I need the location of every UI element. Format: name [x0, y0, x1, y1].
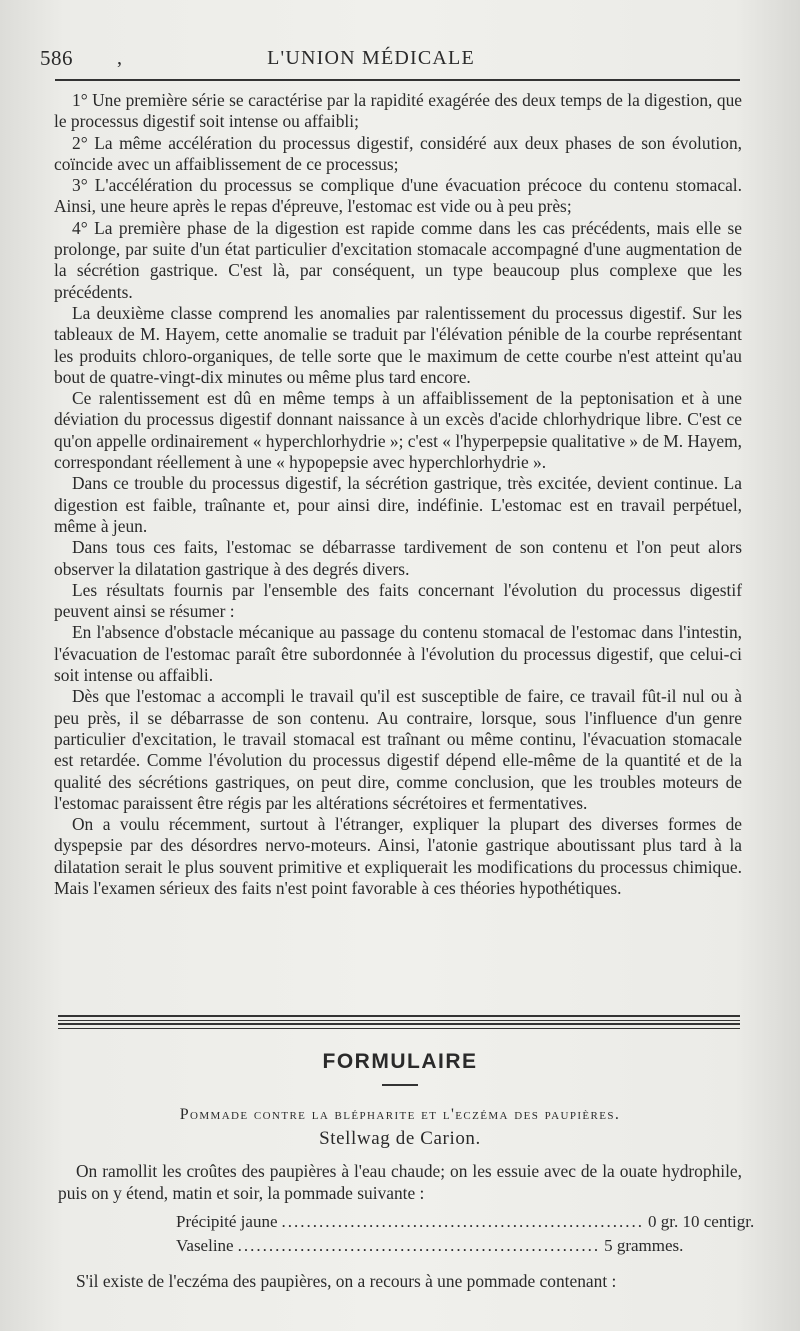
- ingredient-row: [176, 1236, 696, 1260]
- paragraph: 2° La même accélération du processus digestif, considéré aux deux phases de son évolution, coïncide avec un affaiblissement de ce processus;: [54, 132, 742, 174]
- paragraph: Dès que l'estomac a accompli le travail qu'il est susceptible de faire, ce travail fût-il nul ou à peu près, il se débarrasse de son contenu. Au contraire, lorsque, sous l'influence d'un genre particulier d'excitation, le travail stomacal est traînant ou même continu, l'évacuation stomacale est retardée. Comme l'évolution du processus digestif dépend elle-même de la quantité et de la qualité des sécrétions gastriques, on peut dire, comme conclusion, que les troubles moteurs de l'estomac paraissent être régis par les altérations sécrétoires et fermentatives.: [54, 686, 742, 813]
- recipe-title: Pommade contre la blépharite et l'eczéma des paupières.: [179, 1106, 621, 1123]
- paragraph: S'il existe de l'eczéma des paupières, on a recours à une pommade contenant :: [76, 1271, 617, 1291]
- page-number: 586: [40, 45, 73, 70]
- paragraph: En l'absence d'obstacle mécanique au passage du contenu stomacal de l'estomac dans l'intestin, l'évacuation de l'estomac paraît être subordonnée à l'évolution du processus digestif, que celui-ci soit intense ou affaibli.: [54, 622, 742, 686]
- paragraph: La deuxième classe comprend les anomalies par ralentissement du processus digestif. Sur les tableaux de M. Hayem, cette anomalie se traduit par l'élévation pénible de la courbe représentant les produits chloro-organiques, de telle sorte que le maximum de cette courbe n'est atteint qu'au bout de quatre-vingt-dix minutes ou même plus tard encore.: [54, 302, 742, 387]
- leader-dots: ..........................................................: [237, 1236, 601, 1255]
- article-body: [54, 90, 742, 899]
- paragraph: On a voulu récemment, surtout à l'étranger, expliquer la plupart des diverses formes de dyspepsie par des désordres nervo-moteurs. Ainsi, l'atonie gastrique aboutissant plus tard à la dilatation serait le plus souvent primitive et expliquerait les modifications du processus chimique. Mais l'examen sérieux des faits n'est point favorable à ces théories hypothétiques.: [54, 814, 742, 898]
- ingredient-list: [176, 1212, 755, 1260]
- paragraph: Dans ce trouble du processus digestif, la sécrétion gastrique, très excitée, devient continue. La digestion est faible, traînante et, pour ainsi dire, indéfinie. L'estomac est en travail perpétuel, même à jeun.: [54, 473, 742, 536]
- ingredient-quantity: 0 gr. 10 centigr.: [648, 1212, 755, 1231]
- paragraph: Ce ralentissement est dû en même temps à un affaiblissement de la peptonisation et à une déviation du processus digestif donnant naissance à un excès d'acide chlorhydrique libre. C'est ce qu'on appelle ordinairement « hyperchlorhydrie »; c'est « l'hyperpepsie qualitative » de M. Hayem, correspondant réellement à une « hypopepsie avec hyperchlorhydrie ».: [54, 388, 742, 473]
- page-header: [40, 40, 740, 76]
- header-rule: [55, 79, 740, 81]
- running-head: L'UNION MÉDICALE: [267, 46, 475, 69]
- header-mark: ,: [117, 46, 122, 69]
- ingredient-quantity: 5 grammes.: [604, 1236, 684, 1255]
- ingredient-row: [176, 1212, 755, 1236]
- section-divider: [58, 1023, 740, 1029]
- ingredient-name: Précipité jaune: [176, 1212, 278, 1231]
- section-divider: [58, 1015, 740, 1021]
- heading-rule: [382, 1084, 418, 1086]
- paragraph: 4° La première phase de la digestion est rapide comme dans les cas précédents, mais elle se prolonge, par suite d'un état particulier d'excitation stomacale accompagné d'une augmentation de la sécrétion gastrique. C'est là, par conséquent, un type beaucoup plus complexe que les précédents.: [54, 217, 742, 302]
- leader-dots: ..........................................................: [281, 1212, 644, 1231]
- paragraph: On ramollit les croûtes des paupières à l'eau chaude; on les essuie avec de la ouate hydrophile, puis on y étend, matin et soir, la pommade suivante :: [58, 1161, 742, 1203]
- ingredient-name: Vaseline: [176, 1236, 234, 1255]
- recipe-closing: [58, 1270, 742, 1292]
- section-heading: FORMULAIRE: [322, 1050, 478, 1073]
- recipe-intro: [58, 1160, 742, 1204]
- paragraph: 1° Une première série se caractérise par la rapidité exagérée des deux temps de la digestion, que le processus digestif soit intense ou affaibli;: [54, 90, 742, 132]
- paragraph: Les résultats fournis par l'ensemble des faits concernant l'évolution du processus digestif peuvent ainsi se résumer :: [54, 579, 742, 622]
- paragraph: Dans tous ces faits, l'estomac se débarrasse tardivement de son contenu et l'on peut alors observer la dilatation gastrique à des degrés divers.: [54, 537, 742, 579]
- recipe-author: Stellwag de Carion.: [319, 1128, 481, 1149]
- paragraph: 3° L'accélération du processus se complique d'une évacuation précoce du contenu stomacal. Ainsi, une heure après le repas d'épreuve, l'estomac est vide ou à peu près;: [54, 175, 742, 217]
